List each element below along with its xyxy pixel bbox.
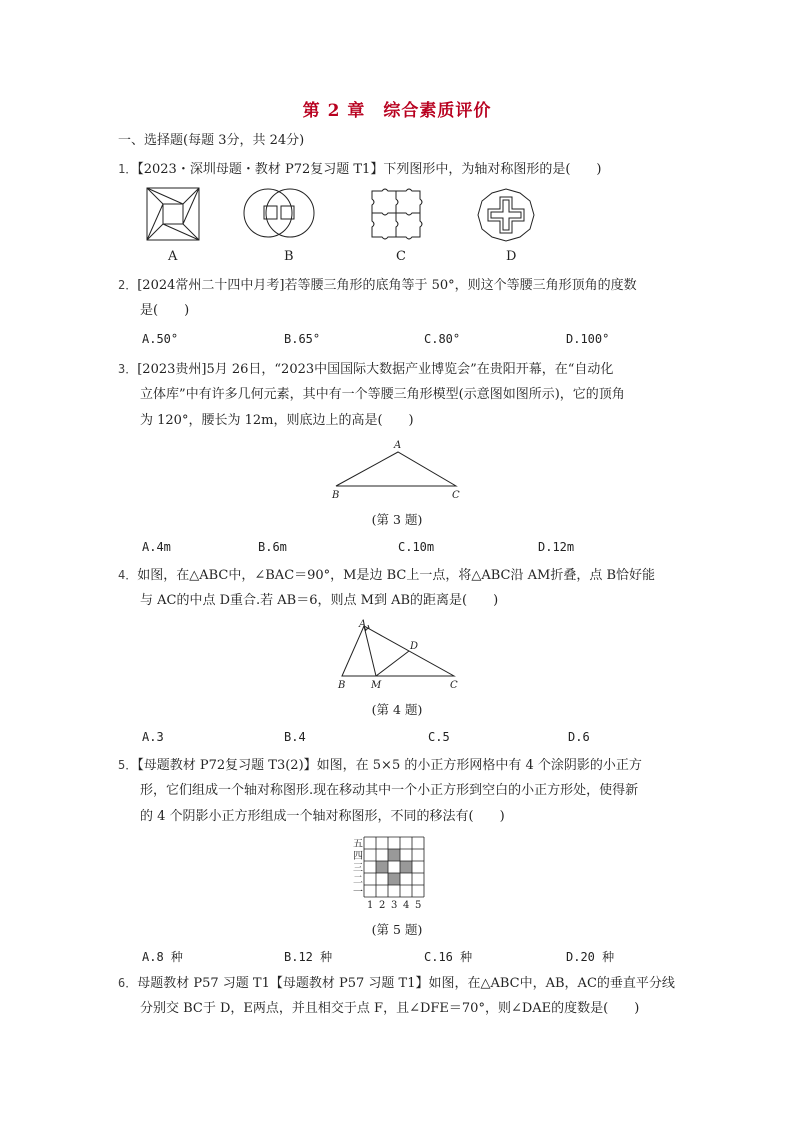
q2-option-d[interactable]: D.100° — [566, 332, 610, 346]
q5-option-d[interactable]: D.20 种 — [566, 950, 615, 964]
question-text: 如图，在△ABC中，∠BAC＝90°，M是边 BC上一点，将△ABC沿 AM折叠，点 B恰好能 — [137, 568, 656, 583]
question-6-line-2: 分别交 BC于 D，E两点，并且相交于点 F，且∠DFE＝70°，则∠DAE的度数是( ) — [140, 1001, 640, 1016]
q4-option-d[interactable]: D.6 — [568, 730, 590, 744]
col-label: 1 — [367, 900, 374, 911]
q2-option-a[interactable]: A.50° — [142, 332, 179, 346]
q3-caption: (第 3 题) — [371, 512, 423, 527]
q1-figure-c — [370, 187, 430, 243]
q5-caption: (第 5 题) — [371, 922, 423, 937]
q1-figure-a — [146, 187, 226, 243]
q1-label-b: B — [284, 249, 294, 264]
q1-figure-b — [246, 187, 336, 243]
question-3 — [118, 356, 613, 383]
q5-option-a[interactable]: A.8 种 — [142, 950, 183, 964]
question-2-line-2: 是( ) — [140, 303, 190, 318]
question-5-line-3: 的 4 个阴影小正方形组成一个轴对称图形，不同的移法有( ) — [140, 809, 505, 824]
q2-option-b[interactable]: B.65° — [284, 332, 321, 346]
question-6 — [118, 970, 675, 997]
question-1 — [118, 156, 601, 183]
q2-option-c[interactable]: C.80° — [424, 332, 461, 346]
col-label: 4 — [403, 900, 410, 911]
point-b-label: B — [338, 680, 346, 691]
point-a-label: A — [359, 619, 367, 630]
point-c-label: C — [452, 490, 460, 501]
col-label: 2 — [379, 900, 386, 911]
point-b-label: B — [332, 490, 340, 501]
question-number: 5． — [118, 758, 138, 772]
row-label: 一 — [353, 887, 363, 898]
question-4-line-2: 与 AC的中点 D重合.若 AB＝6，则点 M到 AB的距离是( ) — [140, 593, 499, 608]
question-number: 6． — [118, 976, 138, 990]
question-5-line-2: 形，它们组成一个轴对称图形.现在移动其中一个小正方形到空白的小正方形处，使得新 — [140, 783, 639, 798]
q3-option-c[interactable]: C.10m — [398, 540, 435, 554]
question-text: [2024常州二十四中月考]若等腰三角形的底角等于 50°，则这个等腰三角形顶角的度数 — [137, 278, 637, 293]
question-number: 3． — [118, 362, 138, 376]
question-4 — [118, 562, 655, 589]
q3-option-d[interactable]: D.12m — [538, 540, 575, 554]
page-title: 第 2 章 综合素质评价 — [302, 101, 492, 121]
question-2 — [118, 272, 637, 299]
point-d-label: D — [410, 641, 419, 652]
q3-triangle-figure — [328, 438, 468, 502]
question-text: 【2023・深圳母题・教材 P72复习题 T1】下列图形中，为轴对称图形的是( ) — [137, 162, 602, 177]
q1-label-a: A — [168, 249, 178, 264]
question-3-line-2: 立体库”中有许多几何元素，其中有一个等腰三角形模型(示意图如图所示)，它的顶角 — [140, 387, 625, 402]
col-label: 5 — [415, 900, 422, 911]
question-text: 【母题教材 P72复习题 T3(2)】如图，在 5×5 的小正方形网格中有 4 个涂阴影的小正方 — [137, 758, 642, 773]
q4-triangle-figure — [334, 616, 464, 692]
q4-option-a[interactable]: A.3 — [142, 730, 164, 744]
q1-label-c: C — [396, 249, 406, 264]
question-number: 2． — [118, 278, 138, 292]
q5-option-c[interactable]: C.16 种 — [424, 950, 473, 964]
q4-option-b[interactable]: B.4 — [284, 730, 306, 744]
q5-option-b[interactable]: B.12 种 — [284, 950, 333, 964]
section-heading: 一、选择题(每题 3分，共 24分) — [118, 133, 305, 148]
row-label: 五 — [353, 839, 363, 850]
question-5 — [118, 752, 642, 779]
question-number: 4． — [118, 568, 138, 582]
question-text: [2023贵州]5月 26日，“2023中国国际大数据产业博览会”在贵阳开幕，在“自动化 — [137, 362, 614, 377]
col-label: 3 — [391, 900, 398, 911]
row-label: 二 — [353, 875, 363, 886]
q4-option-c[interactable]: C.5 — [428, 730, 450, 744]
q5-grid-figure — [353, 834, 446, 912]
point-a-label: A — [394, 440, 402, 451]
q4-caption: (第 4 题) — [371, 702, 423, 717]
q1-figure-d — [478, 187, 542, 243]
grid — [364, 837, 424, 897]
question-number: 1． — [118, 162, 138, 176]
question-text: 母题教材 P57 习题 T1【母题教材 P57 习题 T1】如图，在△ABC中，AB，AC的垂直平分线 — [137, 976, 675, 991]
q3-option-b[interactable]: B.6m — [258, 540, 287, 554]
point-m-label: M — [371, 680, 382, 691]
row-label: 四 — [353, 851, 363, 862]
q3-option-a[interactable]: A.4m — [142, 540, 171, 554]
question-3-line-3: 为 120°，腰长为 12m，则底边上的高是( ) — [140, 413, 414, 428]
q1-label-d: D — [506, 249, 517, 264]
point-c-label: C — [450, 680, 458, 691]
row-label: 三 — [353, 863, 363, 874]
